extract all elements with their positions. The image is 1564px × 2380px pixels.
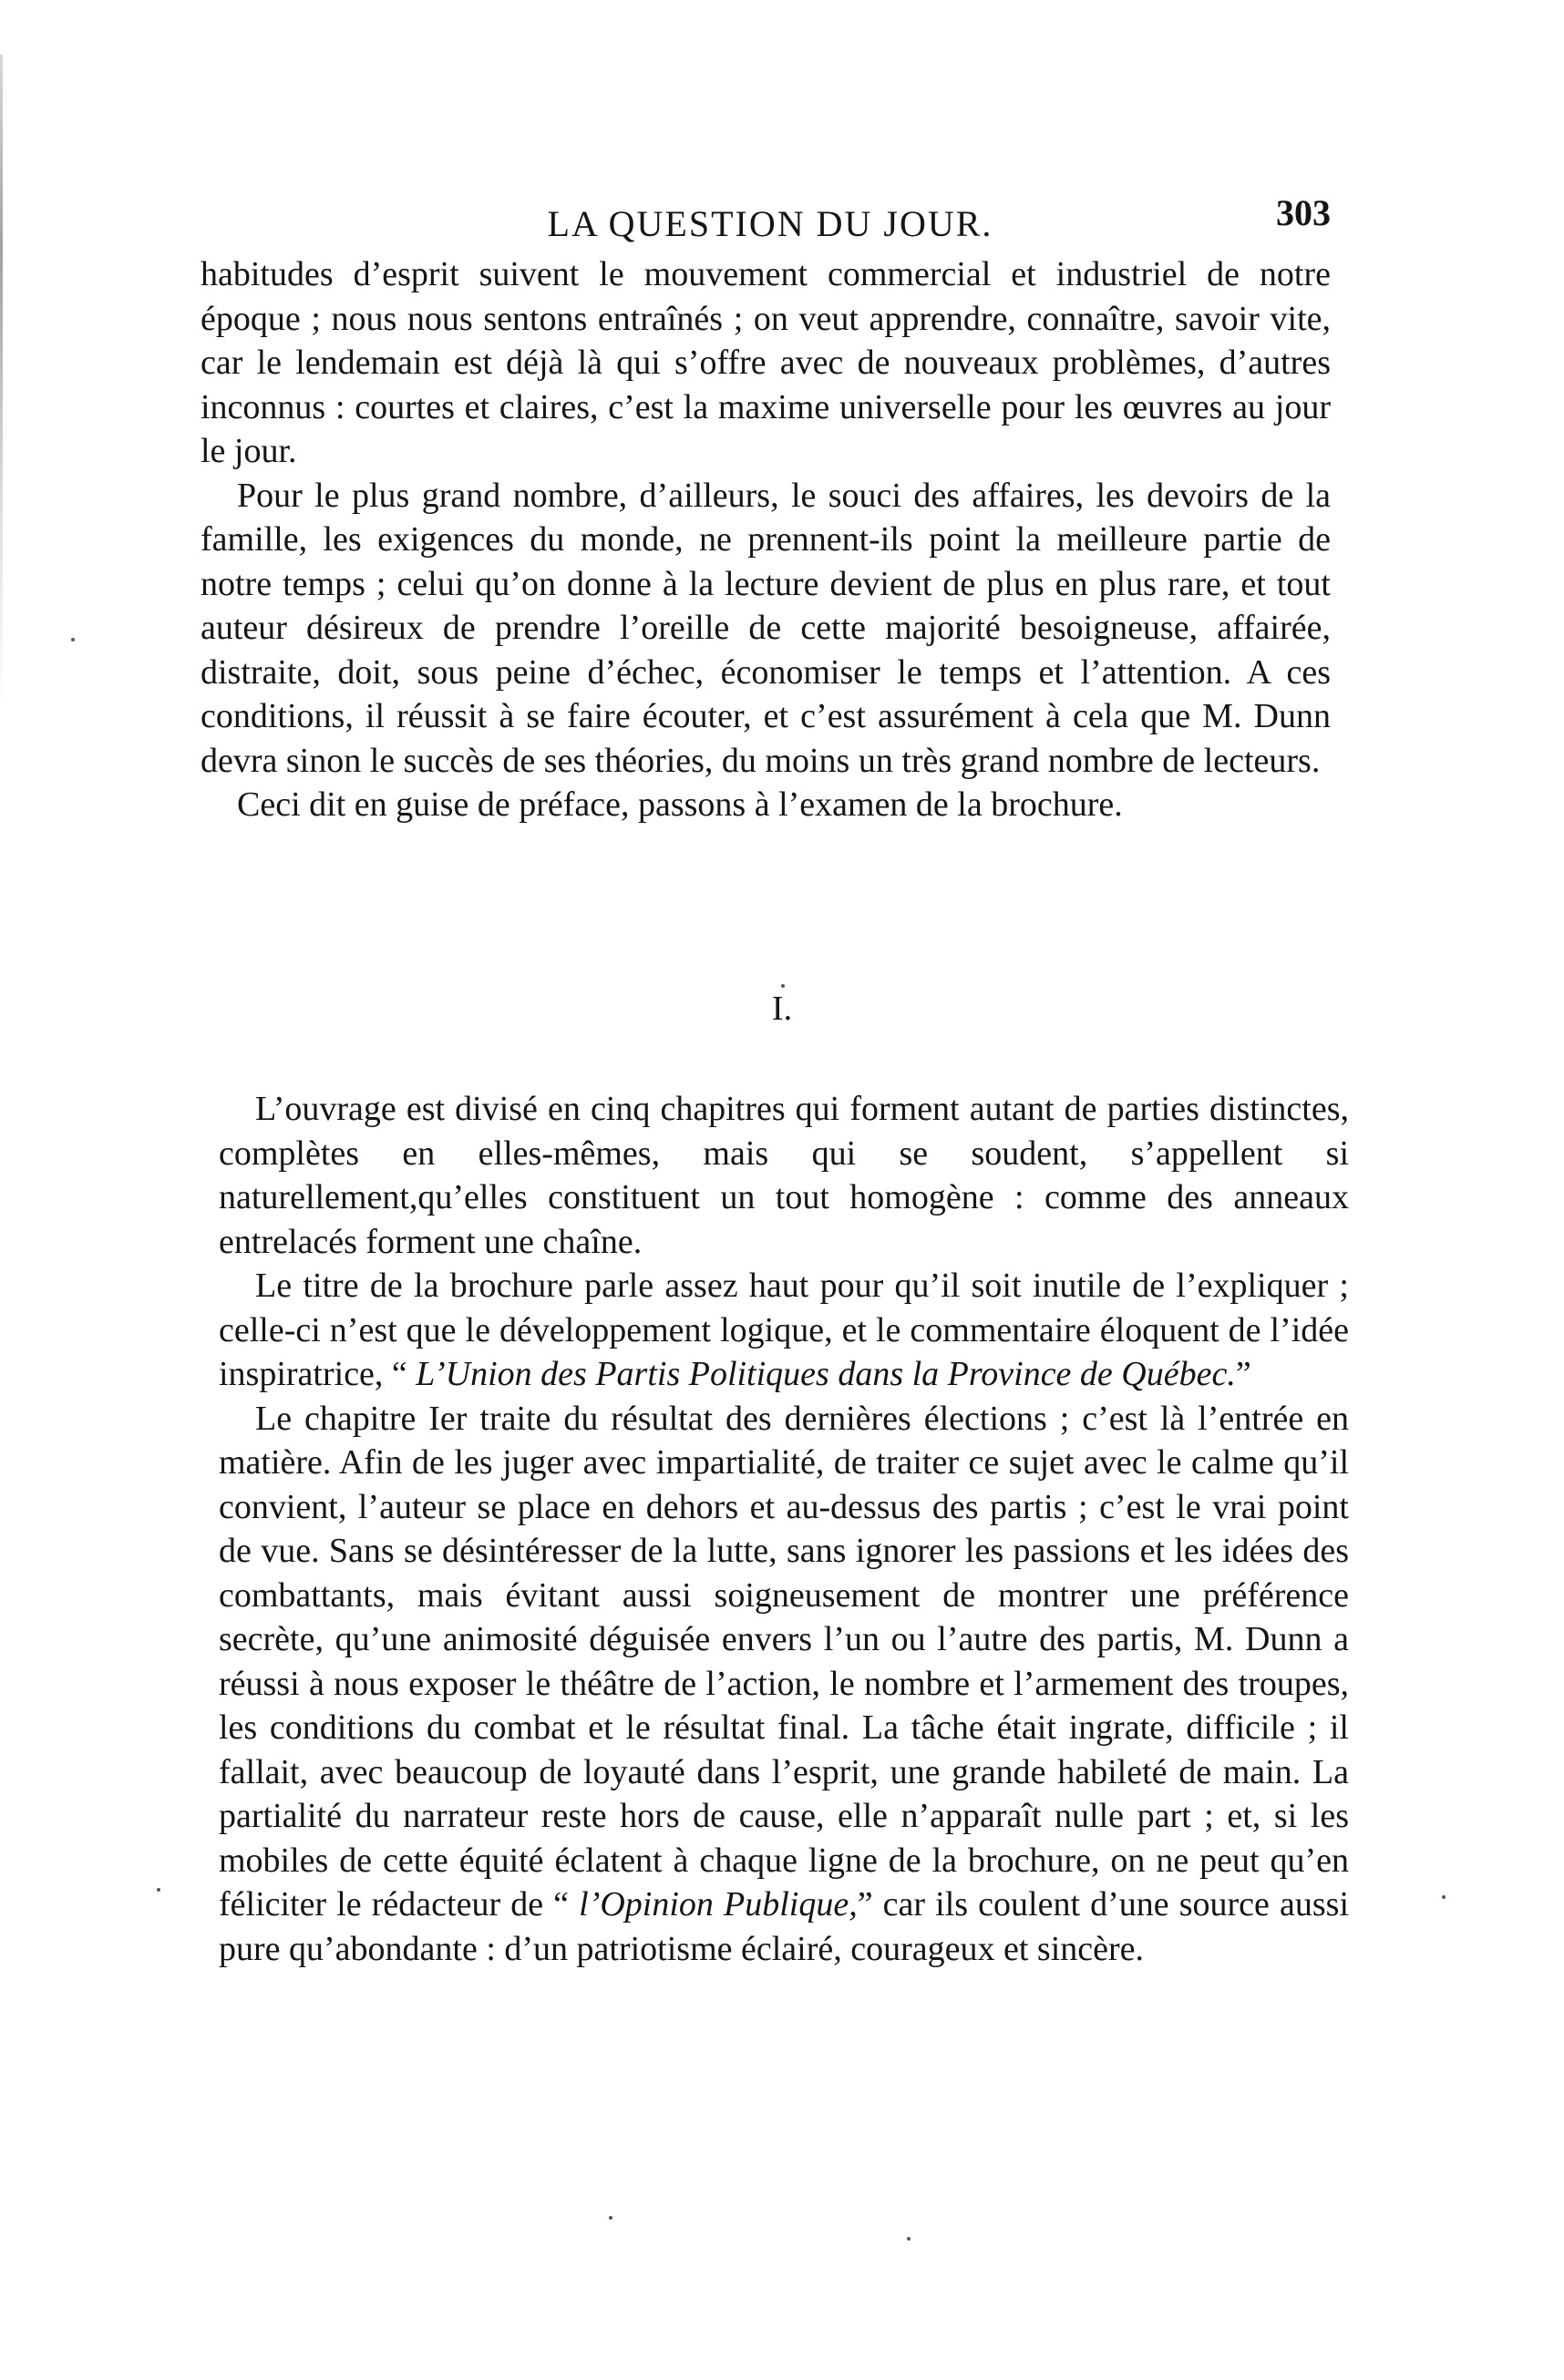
paragraph [219,1397,1349,1972]
paragraph: Ceci dit en guise de préface, passons à l’examen de la brochure. [237,785,1123,824]
ink-speck [157,1888,160,1892]
paragraph-continued: habitudes d’esprit suivent le mouvement commercial et industriel de notre époque ; nous nous sentons entraînés ; on veut apprendre, connaître, savoir vite, car le lendemain est déjà là qui s’offre avec de nouveaux problèmes, d’autres inconnus : courtes et claires, c’est la maxime universelle pour les œuvres au jour le jour. [201,255,1331,470]
paragraph-text: Le chapitre Ier traite du résultat des dernières élections ; c’est là l’entrée en matière. Afin de les juger avec impartialité, de traiter ce sujet avec le calme qu’il convient, l’auteur se place en dehors et au-dessus des partis ; c’est le vrai point de vue. Sans se désintéresser de la lutte, sans ignorer les passions et les idées des combattants, mais évitant aussi soigneusement de montrer une préférence secrète, qu’une animosité déguisée envers l’un ou l’autre des partis, M. Dunn a réussi à nous exposer le théâtre de l’action, le nombre et l’armement des troupes, les conditions du combat et le résultat final. La tâche était ingrate, difficile ; il fallait, avec beaucoup de loyauté dans l’esprit, une grande habileté de main. La partialité du narrateur reste hors de cause, elle n’apparaît nulle part ; et, si les mobiles de cette équité éclatent à chaque ligne de la brochure, on ne peut qu’en féliciter le rédacteur de “ [219,1399,1349,1923]
intro-text [201,252,1331,827]
section-text [219,1087,1349,1971]
closing-quote: ” [1235,1355,1251,1393]
running-title: LA QUESTION DU JOUR. [547,203,993,244]
paragraph-text: ” car ils coulent d’une source aussi pure qu’abondante : d’un patriotisme éclairé, courageux et sincère. [219,1885,1350,1968]
paragraph: L’ouvrage est divisé en cinq chapitres qui forment autant de parties distinctes, complètes en elles-mêmes, mais qui se soudent, s’appellent si naturellement,qu’elles constituent un tout homogène : comme des anneaux entrelacés forment une chaîne. [219,1090,1349,1261]
page-number: 303 [1276,192,1331,233]
ink-speck [907,2237,911,2241]
ink-speck [71,638,75,641]
paragraph: Pour le plus grand nombre, d’ailleurs, le souci des affaires, les devoirs de la famille, les exigences du monde, ne prennent-ils point la meilleure partie de notre temps ; celui qu’on donne à la lecture devient de plus en plus rare, et tout auteur désireux de prendre l’oreille de cette majorité besoigneuse, affairée, distraite, doit, sous peine d’échec, économiser le temps et l’attention. A ces conditions, il réussit à se faire écouter, et c’est assurément à cela que M. Dunn devra sinon le succès de ses théories, du moins un très grand nombre de lecteurs. [201,476,1331,780]
ink-speck [1442,1895,1446,1899]
page-header [210,192,1331,253]
italic-title: L’Union des Partis Politiques dans la Province de Québec. [416,1355,1236,1393]
scan-edge-shadow [0,55,3,711]
ink-speck [781,984,785,988]
italic-title: l’Opinion Publique, [579,1885,858,1923]
section-heading: I. [771,990,793,1028]
paragraph-text: Le titre de la brochure parle assez haut pour qu’il soit inutile de l’expliquer ; celle-ci n’est que le développement logique, et le commentaire éloquent de l’idée inspiratrice, “ [219,1267,1349,1393]
paragraph [219,1264,1349,1397]
ink-speck [609,2216,612,2220]
